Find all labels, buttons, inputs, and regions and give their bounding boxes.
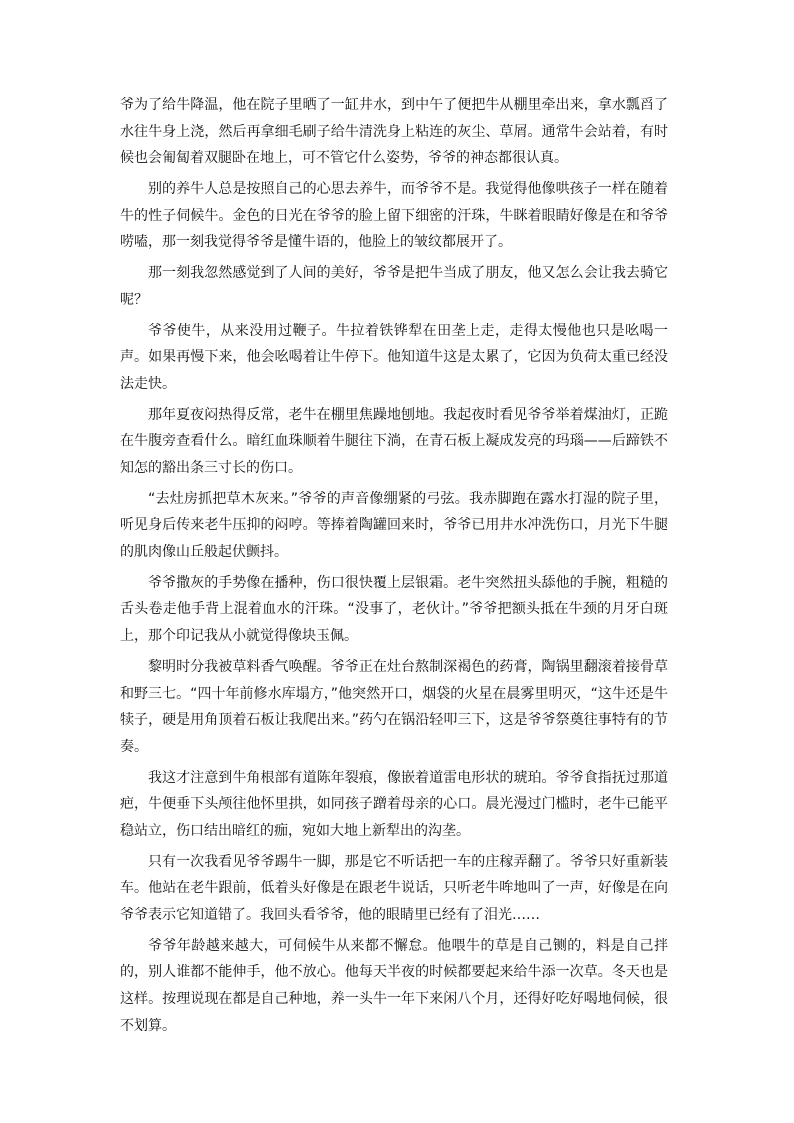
paragraph: 只有一次我看见爷爷踢牛一脚，那是它不听话把一车的庄稼弄翻了。爷爷只好重新装车。他站在老牛跟前，低着头好像是在跟老牛说话，只听老牛哞地叫了一声，好像是在向爷爷表示它知道错了。我回头看爷爷，他的眼睛里已经有了泪光…… — [120, 853, 668, 923]
paragraph: 爷为了给牛降温，他在院子里晒了一缸井水，到中午了便把牛从棚里牵出来，拿水瓢舀了水往牛身上浇，然后再拿细毛刷子给牛清洗身上粘连的灰尘、草屑。通常牛会站着，有时候也会匍匐着双腿卧在地上，可不管它什么姿势，爷爷的神态都很认真。 — [120, 97, 668, 167]
paragraph: 我这才注意到牛角根部有道陈年裂痕，像嵌着道雷电形状的琥珀。爷爷食指抚过那道疤，牛便垂下头颅往他怀里拱，如同孩子蹭着母亲的心口。晨光漫过门槛时，老牛已能平稳站立，伤口结出暗红的痂，宛如大地上新犁出的沟垄。 — [120, 769, 668, 839]
paragraph: 黎明时分我被草料香气唤醒。爷爷正在灶台熬制深褐色的药膏，陶锅里翻滚着接骨草和野三七。“四十年前修水库塌方，”他突然开口，烟袋的火星在晨雾里明灭，“这牛还是牛犊子，硬是用角顶着石板让我爬出来。”药勺在锅沿轻叩三下，这是爷爷祭奠往事特有的节奏。 — [120, 658, 668, 755]
paragraph: 那一刻我忽然感觉到了人间的美好，爷爷是把牛当成了朋友，他又怎么会让我去骑它呢？ — [120, 265, 668, 308]
paragraph: “去灶房抓把草木灰来。”爷爷的声音像绷紧的弓弦。我赤脚跑在露水打湿的院子里，听见身后传来老牛压抑的闷哼。等捧着陶罐回来时，爷爷已用井水冲洗伤口，月光下牛腿的肌肉像山丘般起伏颤抖。 — [120, 490, 668, 560]
paragraph: 别的养牛人总是按照自己的心思去养牛，而爷爷不是。我觉得他像哄孩子一样在随着牛的性子伺候牛。金色的日光在爷爷的脸上留下细密的汗珠，牛眯着眼睛好像是在和爷爷唠嗑，那一刻我觉得爷爷是懂牛语的，他脸上的皱纹都展开了。 — [120, 181, 668, 251]
paragraph: 爷爷年龄越来越大，可伺候牛从来都不懈怠。他喂牛的草是自己铡的，料是自己拌的，别人谁都不能伸手，他不放心。他每天半夜的时候都要起来给牛添一次草。冬天也是这样。按理说现在都是自己种地，养一头牛一年下来闲八个月，还得好吃好喝地伺候，很不划算。 — [120, 937, 668, 1034]
paragraph: 爷爷使牛，从来没用过鞭子。牛拉着铁铧犁在田垄上走，走得太慢他也只是吆喝一声。如果再慢下来，他会吆喝着让牛停下。他知道牛这是太累了，它因为负荷太重已经没法走快。 — [120, 322, 668, 392]
document-body — [120, 92, 668, 1043]
paragraph: 爷爷撒灰的手势像在播种，伤口很快覆上层银霜。老牛突然扭头舔他的手腕，粗糙的舌头卷走他手背上混着血水的汗珠。“没事了，老伙计。”爷爷把额头抵在牛颈的月牙白斑上，那个印记我从小就觉得像块玉佩。 — [120, 574, 668, 645]
paragraph: 那年夏夜闷热得反常，老牛在棚里焦躁地刨地。我起夜时看见爷爷举着煤油灯，正跪在牛腹旁查看什么。暗红血珠顺着牛腿往下淌，在青石板上凝成发亮的玛瑙——后蹄铁不知怎的豁出条三寸长的伤口。 — [120, 406, 668, 476]
